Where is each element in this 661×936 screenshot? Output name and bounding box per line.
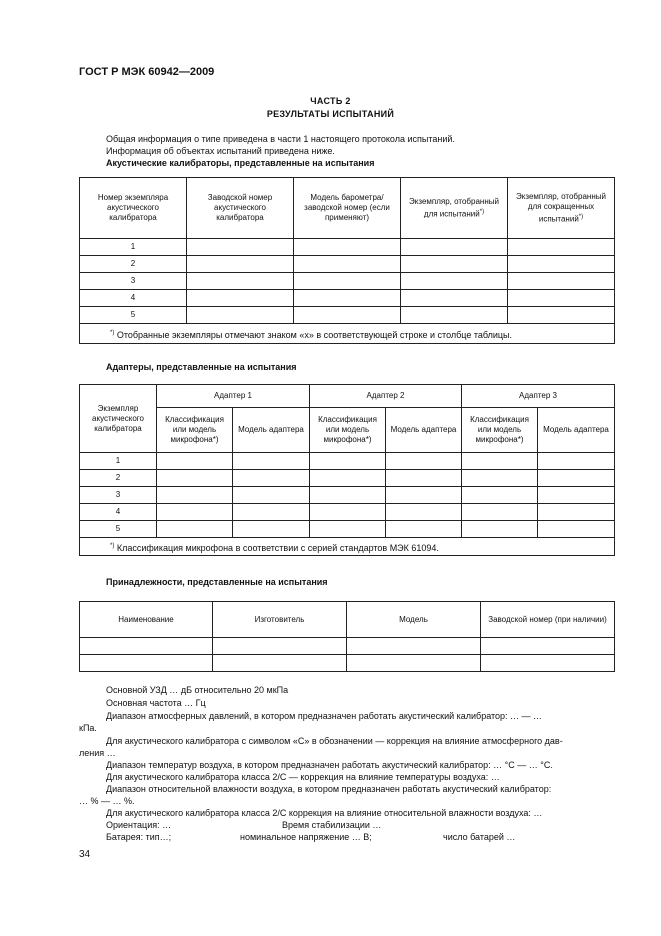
temperature-correction: Для акустического калибратора класса 2/С — коррекция на влияние температуры воздуха: … bbox=[106, 772, 500, 782]
table-cell bbox=[386, 487, 462, 504]
pressure-correction: Для акустического калибратора с символом «С» в обозначении — коррекция на влияние атмосферного дав- bbox=[106, 736, 563, 746]
table-cell bbox=[386, 504, 462, 521]
humidity-range-values: … % — … %. bbox=[79, 796, 135, 806]
table-row bbox=[80, 239, 615, 256]
row-number: 3 bbox=[80, 487, 157, 504]
table-cell bbox=[310, 453, 386, 470]
table-cell bbox=[401, 273, 508, 290]
table-cell bbox=[401, 290, 508, 307]
col-header-classification: Классификация или модель микрофона*) bbox=[462, 408, 538, 453]
col-header-adapter-model: Модель адаптера bbox=[386, 408, 462, 453]
pressure-correction-cont: ления … bbox=[79, 748, 116, 758]
calibrators-heading: Акустические калибраторы, представленные на испытания bbox=[106, 158, 375, 168]
col-header-calibrator: Экземпляр акустического калибратора bbox=[80, 385, 157, 453]
orientation: Ориентация: … bbox=[106, 820, 172, 830]
humidity-correction: Для акустического калибратора класса 2/С коррекция на влияние относительной влажности воздуха: … bbox=[106, 808, 543, 818]
table-row bbox=[80, 307, 615, 324]
table-cell bbox=[187, 290, 294, 307]
intro-line-1: Общая информация о типе приведена в части 1 настоящего протокола испытаний. bbox=[106, 134, 455, 144]
table-cell bbox=[347, 655, 481, 672]
stabilization-time: Время стабилизации … bbox=[282, 820, 382, 830]
col-header-calibrator-number: Номер экземпляра акустического калибратора bbox=[80, 178, 187, 239]
footnote-mark: *) bbox=[578, 213, 584, 220]
col-header-name: Наименование bbox=[80, 602, 213, 638]
adapters-table bbox=[79, 384, 615, 556]
table-cell bbox=[538, 504, 615, 521]
table-cell bbox=[187, 256, 294, 273]
table-cell bbox=[187, 273, 294, 290]
table-cell bbox=[386, 521, 462, 538]
table-cell bbox=[462, 521, 538, 538]
col-header-serial-number: Заводской номер (при наличии) bbox=[481, 602, 615, 638]
page-number: 34 bbox=[79, 849, 91, 860]
table-cell bbox=[294, 307, 401, 324]
pressure-range: Диапазон атмосферных давлений, в котором предназначен работать акустический калибратор: … — … bbox=[106, 711, 543, 721]
table-cell bbox=[462, 453, 538, 470]
table-cell bbox=[386, 470, 462, 487]
note-text: Классификация микрофона в соответствии с серией стандартов МЭК 61094. bbox=[116, 542, 439, 553]
table-cell bbox=[294, 256, 401, 273]
table-row bbox=[80, 273, 615, 290]
table-note bbox=[80, 324, 615, 344]
note-text: Отобранные экземпляры отмечают знаком «x» в соответствующей строке и столбце таблицы. bbox=[116, 329, 513, 340]
table-cell bbox=[401, 256, 508, 273]
col-header-selected-for-short-tests bbox=[508, 178, 615, 239]
row-number: 5 bbox=[80, 521, 157, 538]
row-number: 2 bbox=[80, 256, 187, 273]
header-text: Экземпляр, отобранный для сокращенных испытаний bbox=[516, 191, 606, 224]
humidity-range: Диапазон относительной влажности воздуха, в котором предназначен работать акустический калибратор: bbox=[106, 784, 552, 794]
adapter-3-header: Адаптер 3 bbox=[462, 385, 615, 408]
table-row bbox=[80, 487, 615, 504]
table-cell bbox=[508, 239, 615, 256]
table-cell bbox=[538, 521, 615, 538]
table-cell bbox=[213, 655, 347, 672]
table-cell bbox=[462, 504, 538, 521]
accessories-table bbox=[79, 601, 615, 672]
table-row bbox=[80, 290, 615, 307]
table-cell bbox=[508, 256, 615, 273]
intro-line-2: Информация об объектах испытаний приведена ниже. bbox=[106, 146, 335, 156]
row-number: 1 bbox=[80, 453, 157, 470]
table-cell bbox=[80, 655, 213, 672]
pressure-range-unit: кПа. bbox=[79, 723, 97, 733]
table-cell bbox=[233, 470, 310, 487]
table-cell bbox=[538, 487, 615, 504]
footnote-mark: *) bbox=[110, 329, 115, 336]
part-subtitle: РЕЗУЛЬТАТЫ ИСПЫТАНИЙ bbox=[266, 109, 395, 119]
table-cell bbox=[233, 487, 310, 504]
header-text: Экземпляр, отобранный для испытаний bbox=[409, 196, 499, 219]
col-header-classification: Классификация или модель микрофона*) bbox=[157, 408, 233, 453]
table-cell bbox=[233, 521, 310, 538]
table-cell bbox=[187, 239, 294, 256]
table-cell bbox=[157, 504, 233, 521]
adapter-1-header: Адаптер 1 bbox=[157, 385, 310, 408]
temperature-range: Диапазон температур воздуха, в котором предназначен работать акустический калибратор: … °С — … °С. bbox=[106, 760, 553, 770]
adapter-2-header: Адаптер 2 bbox=[310, 385, 462, 408]
table-row bbox=[80, 453, 615, 470]
table-cell bbox=[508, 273, 615, 290]
table-cell bbox=[310, 504, 386, 521]
table-cell bbox=[401, 239, 508, 256]
col-header-serial-number: Заводской номер акустического калибратора bbox=[187, 178, 294, 239]
table-cell bbox=[310, 521, 386, 538]
battery-count: число батарей … bbox=[443, 832, 516, 842]
table-cell bbox=[508, 307, 615, 324]
table-cell bbox=[233, 504, 310, 521]
calibrators-table bbox=[79, 177, 615, 344]
col-header-selected-for-tests bbox=[401, 178, 508, 239]
table-cell bbox=[80, 638, 213, 655]
table-row bbox=[80, 256, 615, 273]
footnote-mark: *) bbox=[110, 542, 115, 549]
table-cell bbox=[157, 453, 233, 470]
base-frequency: Основная частота … Гц bbox=[106, 698, 206, 708]
part-title: ЧАСТЬ 2 bbox=[310, 96, 351, 106]
row-number: 4 bbox=[80, 504, 157, 521]
table-row bbox=[80, 638, 615, 655]
row-number: 5 bbox=[80, 307, 187, 324]
col-header-classification: Классификация или модель микрофона*) bbox=[310, 408, 386, 453]
col-header-adapter-model: Модель адаптера bbox=[233, 408, 310, 453]
table-cell bbox=[294, 290, 401, 307]
col-header-manufacturer: Изготовитель bbox=[213, 602, 347, 638]
table-cell bbox=[538, 470, 615, 487]
table-cell bbox=[294, 273, 401, 290]
table-cell bbox=[233, 453, 310, 470]
col-header-model: Модель bbox=[347, 602, 481, 638]
row-number: 2 bbox=[80, 470, 157, 487]
accessories-heading: Принадлежности, представленные на испытания bbox=[106, 577, 328, 587]
table-cell bbox=[481, 638, 615, 655]
table-cell bbox=[157, 487, 233, 504]
row-number: 4 bbox=[80, 290, 187, 307]
col-header-barometer-model: Модель барометра/заводской номер (если применяют) bbox=[294, 178, 401, 239]
table-cell bbox=[481, 655, 615, 672]
table-cell bbox=[401, 307, 508, 324]
battery-voltage: номинальное напряжение … В; bbox=[240, 832, 372, 842]
adapters-heading: Адаптеры, представленные на испытания bbox=[106, 362, 297, 372]
table-row bbox=[80, 470, 615, 487]
table-cell bbox=[347, 638, 481, 655]
table-cell bbox=[213, 638, 347, 655]
document-header: ГОСТ Р МЭК 60942—2009 bbox=[79, 66, 215, 78]
base-spl: Основной УЗД … дБ относительно 20 мкПа bbox=[106, 685, 289, 695]
table-cell bbox=[187, 307, 294, 324]
table-row bbox=[80, 655, 615, 672]
table-cell bbox=[538, 453, 615, 470]
table-cell bbox=[310, 487, 386, 504]
battery-type: Батарея: тип…; bbox=[106, 832, 172, 842]
col-header-adapter-model: Модель адаптера bbox=[538, 408, 615, 453]
table-row bbox=[80, 504, 615, 521]
row-number: 1 bbox=[80, 239, 187, 256]
table-cell bbox=[462, 487, 538, 504]
table-cell bbox=[386, 453, 462, 470]
table-row bbox=[80, 521, 615, 538]
row-number: 3 bbox=[80, 273, 187, 290]
table-cell bbox=[310, 470, 386, 487]
table-note bbox=[80, 538, 615, 556]
footnote-mark: *) bbox=[479, 208, 485, 215]
table-cell bbox=[508, 290, 615, 307]
table-cell bbox=[462, 470, 538, 487]
table-cell bbox=[157, 521, 233, 538]
table-cell bbox=[157, 470, 233, 487]
table-cell bbox=[294, 239, 401, 256]
